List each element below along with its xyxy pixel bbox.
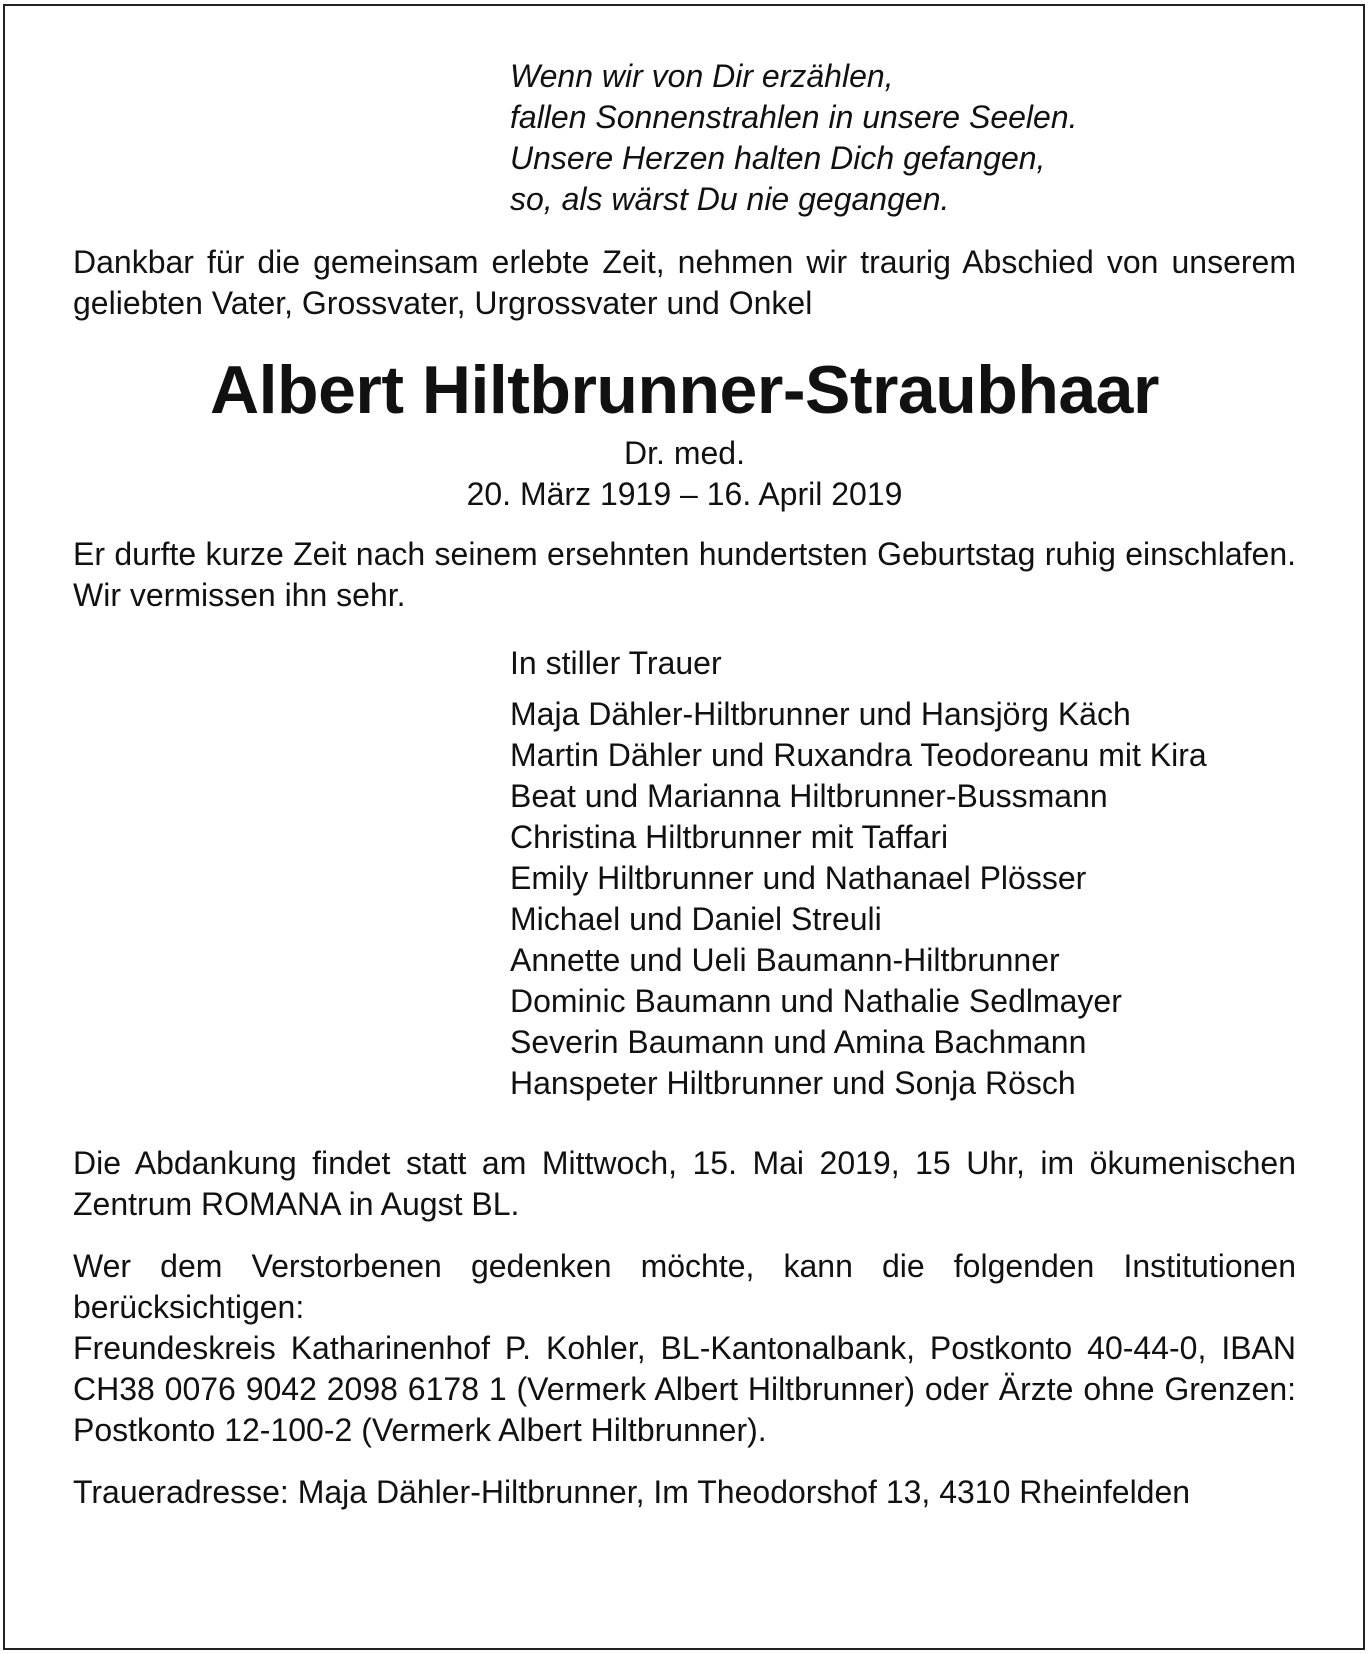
deceased-title: Dr. med.: [624, 435, 745, 471]
life-dates: 20. März 1919 – 16. April 2019: [466, 476, 903, 512]
donation-block: [73, 1246, 1296, 1451]
poem-line: Wenn wir von Dir erzählen,: [510, 58, 894, 94]
poem: [510, 56, 1296, 220]
mourner-name: Emily Hiltbrunner und Nathanael Plösser: [510, 860, 1087, 896]
mourner-name: Maja Dähler-Hiltbrunner und Hansjörg Käch: [510, 696, 1131, 732]
intro-paragraph: Dankbar für die gemeinsam erlebte Zeit, nehmen wir traurig Abschied von unserem geliebten Vater, Grossvater, Urgrossvater und Onkel: [73, 244, 1296, 321]
mourner-name: Severin Baumann und Amina Bachmann: [510, 1024, 1087, 1060]
mourner-name: Annette und Ueli Baumann-Hiltbrunner: [510, 942, 1060, 978]
donation-details: Freundeskreis Katharinenhof P. Kohler, BL-Kantonalbank, Postkonto 40-44-0, IBAN CH38 0076 9042 2098 6178 1 (Vermerk Albert Hiltbrunner) oder Ärzte ohne Grenzen: Postkonto 12-100-2 (Vermerk Albert Hiltbrunner).: [73, 1330, 1296, 1448]
mourner-name: Hanspeter Hiltbrunner und Sonja Rösch: [510, 1065, 1076, 1101]
service-info: Die Abdankung findet statt am Mittwoch, 15. Mai 2019, 15 Uhr, im ökumenischen Zentrum ROMANA in Augst BL.: [73, 1145, 1296, 1222]
mourner-name: Michael und Daniel Streuli: [510, 901, 882, 937]
passing-note: Er durfte kurze Zeit nach seinem ersehnten hundertsten Geburtstag ruhig einschlafen. Wir vermissen ihn sehr.: [73, 536, 1296, 613]
poem-line: so, als wärst Du nie gegangen.: [510, 181, 950, 217]
mourning-lead: In stiller Trauer: [510, 645, 722, 681]
poem-line: fallen Sonnenstrahlen in unsere Seelen.: [510, 99, 1078, 135]
poem-line: Unsere Herzen halten Dich gefangen,: [510, 140, 1046, 176]
donation-intro: Wer dem Verstorbenen gedenken möchte, kann die folgenden Institutionen berücksichtigen:: [73, 1248, 1296, 1325]
deceased-name: Albert Hiltbrunner-Straubhaar: [210, 352, 1159, 428]
mourners-block: [510, 643, 1296, 1104]
mourner-list: [510, 694, 1296, 1104]
mourner-name: Martin Dähler und Ruxandra Teodoreanu mit Kira: [510, 737, 1207, 773]
mourner-name: Christina Hiltbrunner mit Taffari: [510, 819, 949, 855]
mourning-address: Traueradresse: Maja Dähler-Hiltbrunner, Im Theodorshof 13, 4310 Rheinfelden: [73, 1474, 1191, 1510]
mourner-name: Dominic Baumann und Nathalie Sedlmayer: [510, 983, 1122, 1019]
obituary-notice: [73, 56, 1296, 1513]
mourner-name: Beat und Marianna Hiltbrunner-Bussmann: [510, 778, 1108, 814]
